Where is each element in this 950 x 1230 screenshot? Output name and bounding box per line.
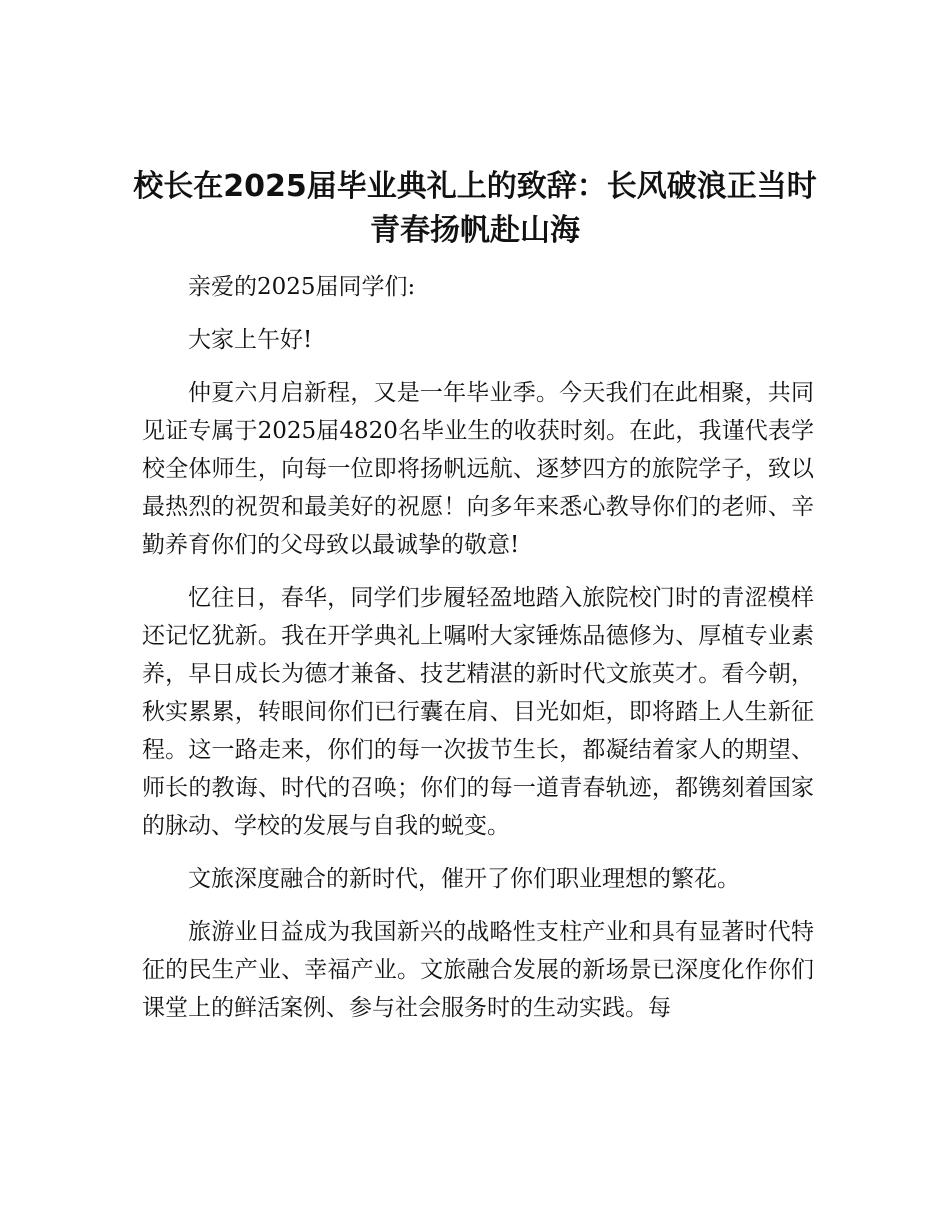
body-paragraph: 文旅深度融合的新时代，催开了你们职业理想的繁花。 [188, 866, 740, 892]
salutation-paragraph: 大家上午好! [188, 327, 313, 353]
body-paragraph: 旅游业日益成为我国新兴的战略性支柱产业和具有显著时代特征的民生产业、幸福产业。文旅融合发展的新场景已深度化作你们课堂上的鲜活案例、参与社会服务时的生动实践。每 [142, 919, 814, 1021]
document-title: 校长在2025届毕业典礼上的致辞：长风破浪正当时青春扬帆赴山海 [133, 169, 817, 248]
greeting-paragraph: 亲爱的2025届同学们: [188, 274, 416, 300]
body-paragraph: 仲夏六月启新程，又是一年毕业季。今天我们在此相聚，共同见证专属于2025届4820名毕业生的收获时刻。在此，我谨代表学校全体师生，向每一位即将扬帆远航、逐梦四方的旅院学子，致以最热烈的祝贺和最美好的祝愿！向多年来悉心教导你们的老师、辛勤养育你们的父母致以最诚挚的敬意! [142, 380, 814, 558]
document-body [142, 268, 814, 1042]
body-paragraph: 忆往日，春华，同学们步履轻盈地踏入旅院校门时的青涩模样还记忆犹新。我在开学典礼上嘱咐大家锤炼品德修为、厚植专业素养，早日成长为德才兼备、技艺精湛的新时代文旅英才。看今朝，秋实累累，转眼间你们已行囊在肩、目光如炬，即将踏上人生新征程。这一路走来，你们的每一次拔节生长，都凝结着家人的期望、师长的教诲、时代的召唤；你们的每一道青春轨迹，都镌刻着国家的脉动、学校的发展与自我的蜕变。 [142, 585, 814, 839]
